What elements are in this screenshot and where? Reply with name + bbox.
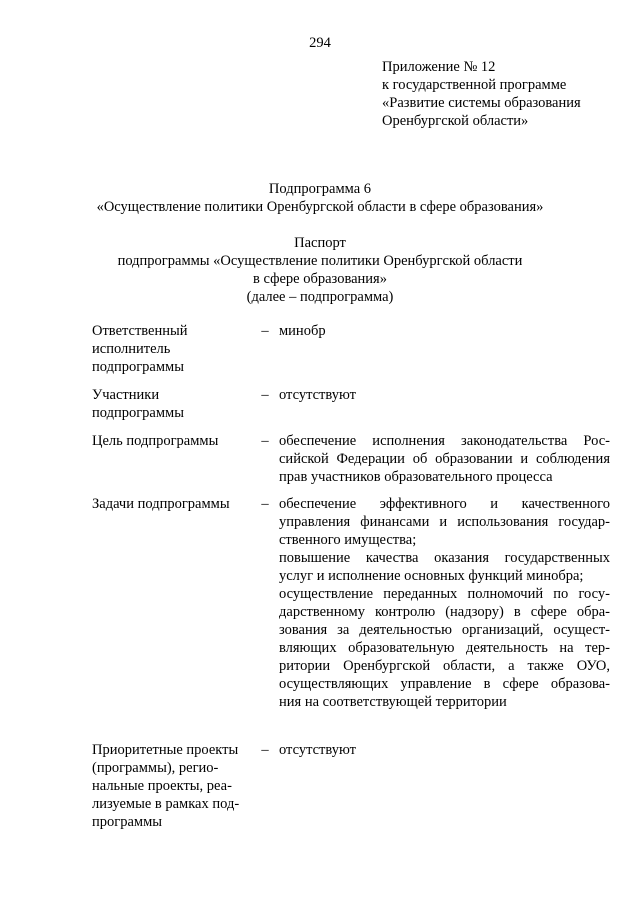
appendix-header (382, 58, 632, 130)
row-label-line: Участники (92, 387, 160, 403)
row-value-line: услуг и исполнение основных функций минобра; (279, 568, 584, 584)
passport-title (0, 234, 640, 306)
subprogram-number: Подпрограмма 6 (268, 181, 372, 197)
subprogram-name: «Осуществление политики Оренбургской области в сфере образования» (96, 199, 544, 215)
row-label-line: нальные проекты, реа- (92, 778, 232, 794)
row-value-line: вляющих образовательную деятельность на тер- (279, 640, 610, 656)
appendix-line: «Развитие системы образования (382, 95, 581, 111)
row-dash: – (261, 433, 269, 449)
row-value-line: осуществляющих управление в сфере образова- (279, 676, 610, 692)
row-value-line: управления финансами и использования государ- (279, 514, 610, 530)
row-label (92, 741, 252, 831)
passport-subtitle-line: в сфере образования» (253, 271, 387, 287)
row-value-line: обеспечение эффективного и качественного (279, 496, 610, 512)
row-value-line: минобр (279, 323, 326, 339)
row-value-line: обеспечение исполнения законодательства Рос- (279, 433, 610, 449)
row-label-line: Цель подпрограммы (92, 433, 219, 449)
row-dash: – (261, 742, 269, 758)
row-label (92, 322, 252, 376)
row-label-line: Приоритетные проекты (92, 742, 239, 758)
row-label-line: (программы), регио- (92, 760, 219, 776)
passport-subtitle-line: подпрограммы «Осуществление политики Оренбургской области (117, 253, 523, 269)
row-value-line: ственного имущества; (279, 532, 417, 548)
row-label (92, 386, 252, 422)
row-value-line: осуществление переданных полномочий по госу- (279, 586, 610, 602)
passport-heading: Паспорт (294, 235, 346, 251)
row-label (92, 495, 252, 513)
row-value-line: прав участников образовательного процесса (279, 469, 553, 485)
row-value (279, 386, 610, 404)
row-value-line: отсутствуют (279, 387, 356, 403)
row-value-line: зования за деятельностью организаций, осущест- (279, 622, 610, 638)
row-dash: – (261, 323, 269, 339)
row-label-line: программы (92, 814, 162, 830)
row-value (279, 322, 610, 340)
row-dash: – (261, 387, 269, 403)
row-label-line: подпрограммы (92, 405, 184, 421)
appendix-line: Приложение № 12 (382, 59, 496, 75)
appendix-line: к государственной программе (382, 77, 567, 93)
row-value (279, 432, 610, 486)
row-value (279, 741, 610, 759)
row-label-line: лизуемые в рамках под- (92, 796, 240, 812)
row-value-line: повышение качества оказания государственных (279, 550, 610, 566)
subprogram-title (0, 180, 640, 216)
appendix-line: Оренбургской области» (382, 113, 529, 129)
row-value-line: отсутствуют (279, 742, 356, 758)
row-label-line: Ответственный (92, 323, 188, 339)
row-label-line: Задачи подпрограммы (92, 496, 230, 512)
passport-subtitle-line: (далее – подпрограмма) (246, 289, 394, 305)
row-value-line: ритории Оренбургской области, а также ОУО, (279, 658, 610, 674)
row-label-line: подпрограммы (92, 359, 184, 375)
page-number: 294 (309, 35, 331, 51)
row-value-line: сийской Федерации об образовании и соблюдения (279, 451, 610, 467)
row-label-line: исполнитель (92, 341, 171, 357)
row-value (279, 495, 610, 711)
row-value-line: дарственному контролю (надзору) в сфере обра- (279, 604, 610, 620)
row-value-line: ния на соответствующей территории (279, 694, 507, 710)
row-dash: – (261, 496, 269, 512)
row-label (92, 432, 252, 450)
